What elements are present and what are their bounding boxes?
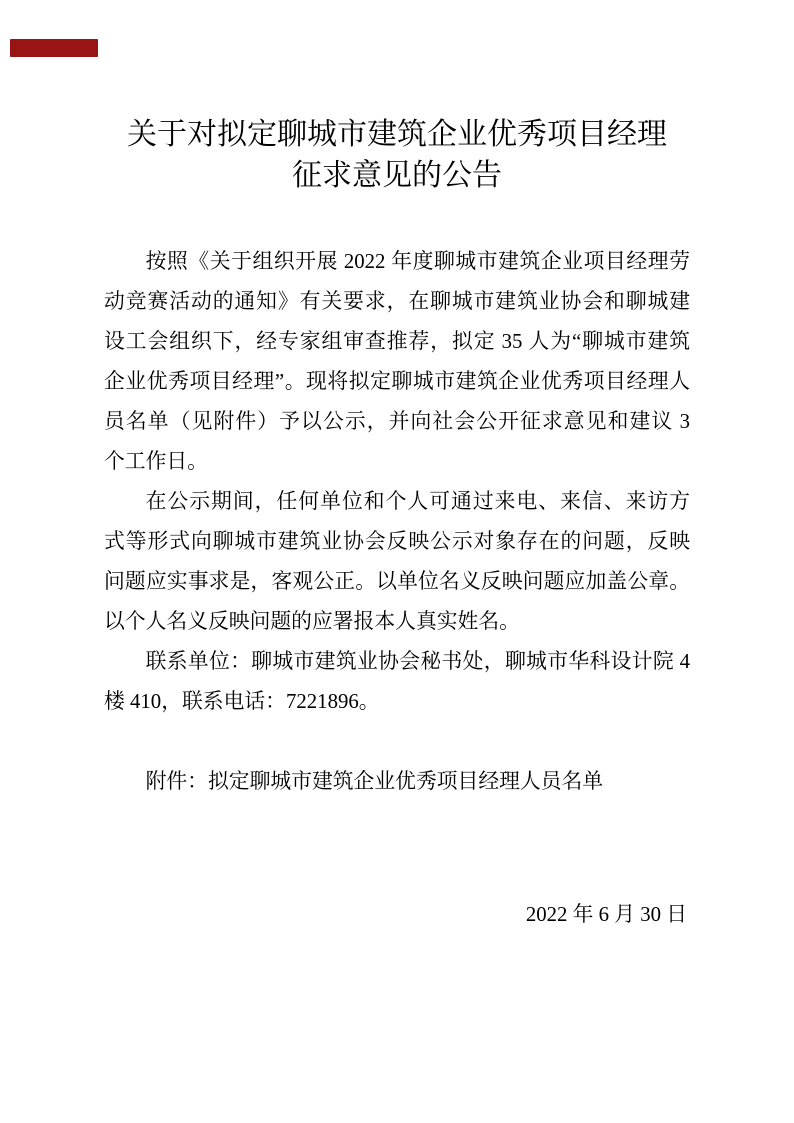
- document-content: [104, 0, 690, 935]
- body-line: 动竞赛活动的通知》有关要求，在聊城市建筑业协会和聊城建: [104, 290, 690, 313]
- paragraph-2: [104, 482, 690, 642]
- title-line-2: 征求意见的公告: [292, 159, 502, 192]
- paragraph-3: [104, 642, 690, 722]
- body-line: 企业优秀项目经理”。现将拟定聊城市建筑企业优秀项目经理人: [104, 370, 690, 393]
- body-line: 楼 410，联系电话：7221896。: [104, 690, 380, 713]
- body-line: 个工作日。: [104, 450, 208, 473]
- body-line: 员名单（见附件）予以公示，并向社会公开征求意见和建议 3: [104, 410, 690, 433]
- body-line: 设工会组织下，经专家组审查推荐，拟定 35 人为“聊城市建筑: [104, 330, 690, 353]
- document-body: [104, 242, 690, 722]
- body-line: 按照《关于组织开展 2022 年度聊城市建筑企业项目经理劳: [145, 250, 690, 273]
- title-line-1: 关于对拟定聊城市建筑企业优秀项目经理: [127, 118, 667, 151]
- paragraph-1: [104, 242, 690, 482]
- body-line: 以个人名义反映问题的应署报本人真实姓名。: [104, 610, 520, 633]
- body-line: 联系单位：聊城市建筑业协会秘书处，聊城市华科设计院 4: [145, 650, 690, 673]
- document-title: [104, 114, 690, 196]
- date-line: 2022 年 6 月 30 日: [525, 903, 687, 926]
- red-mark: [10, 39, 98, 57]
- body-line: 问题应实事求是，客观公正。以单位名义反映问题应加盖公章。: [104, 570, 690, 593]
- body-line: 在公示期间，任何单位和个人可通过来电、来信、来访方: [145, 490, 690, 513]
- attachment-line: 附件：拟定聊城市建筑企业优秀项目经理人员名单: [145, 770, 604, 793]
- body-line: 式等形式向聊城市建筑业协会反映公示对象存在的问题，反映: [104, 530, 690, 553]
